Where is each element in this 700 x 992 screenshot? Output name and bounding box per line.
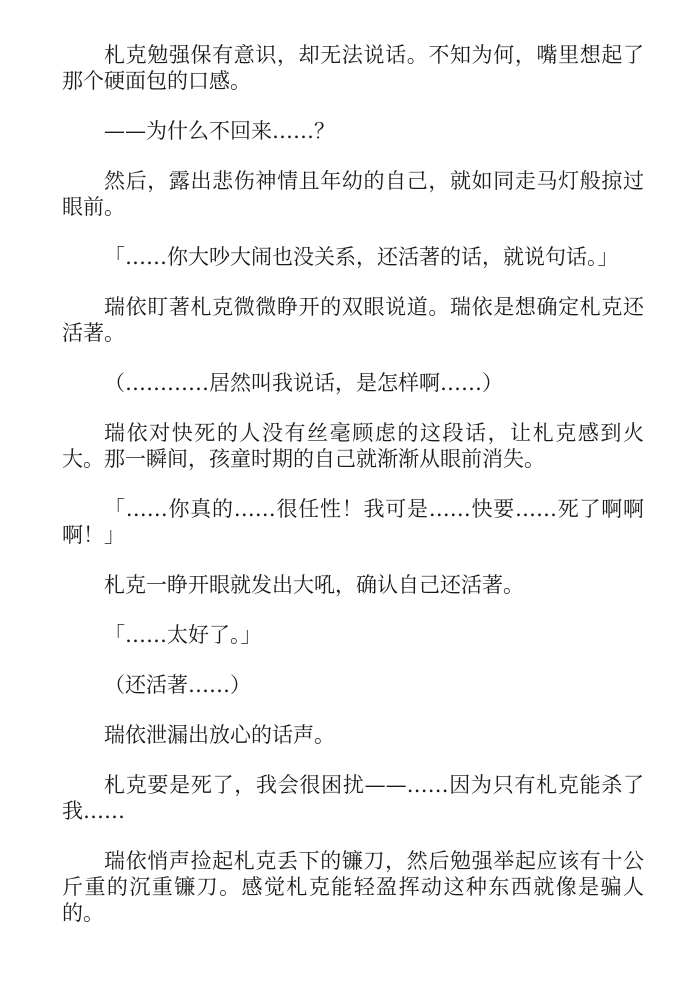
paragraph: 然后，露出悲伤神情且年幼的自己，就如同走马灯般掠过眼前。 [62, 169, 644, 219]
paragraph: 「……你真的……很任性！我可是……快要……死了啊啊啊！」 [62, 497, 644, 547]
paragraph: （还活著……） [104, 673, 251, 697]
paragraph: （…………居然叫我说话，是怎样啊……） [104, 371, 503, 395]
paragraph: 瑞依泄漏出放心的话声。 [104, 723, 335, 747]
paragraph: 瑞依对快死的人没有丝毫顾虑的这段话，让札克感到火大。那一瞬间，孩童时期的自己就渐渐从眼前消失。 [62, 421, 644, 471]
novel-page [62, 42, 644, 950]
paragraph: 札克勉强保有意识，却无法说话。不知为何，嘴里想起了那个硬面包的口感。 [62, 43, 644, 93]
paragraph: ——为什么不回来……？ [104, 119, 335, 143]
paragraph: 「……你大吵大闹也没关系，还活著的话，就说句话。」 [104, 245, 619, 269]
paragraph: 「……太好了。」 [104, 623, 262, 647]
paragraph: 瑞依盯著札克微微睁开的双眼说道。瑞依是想确定札克还活著。 [62, 295, 644, 345]
paragraph: 札克一睁开眼就发出大吼，确认自己还活著。 [104, 573, 524, 597]
paragraph: 札克要是死了，我会很困扰——……因为只有札克能杀了我…… [62, 773, 644, 823]
paragraph: 瑞依悄声捡起札克丢下的镰刀，然后勉强举起应该有十公斤重的沉重镰刀。感觉札克能轻盈挥动这种东西就像是骗人的。 [62, 849, 644, 925]
